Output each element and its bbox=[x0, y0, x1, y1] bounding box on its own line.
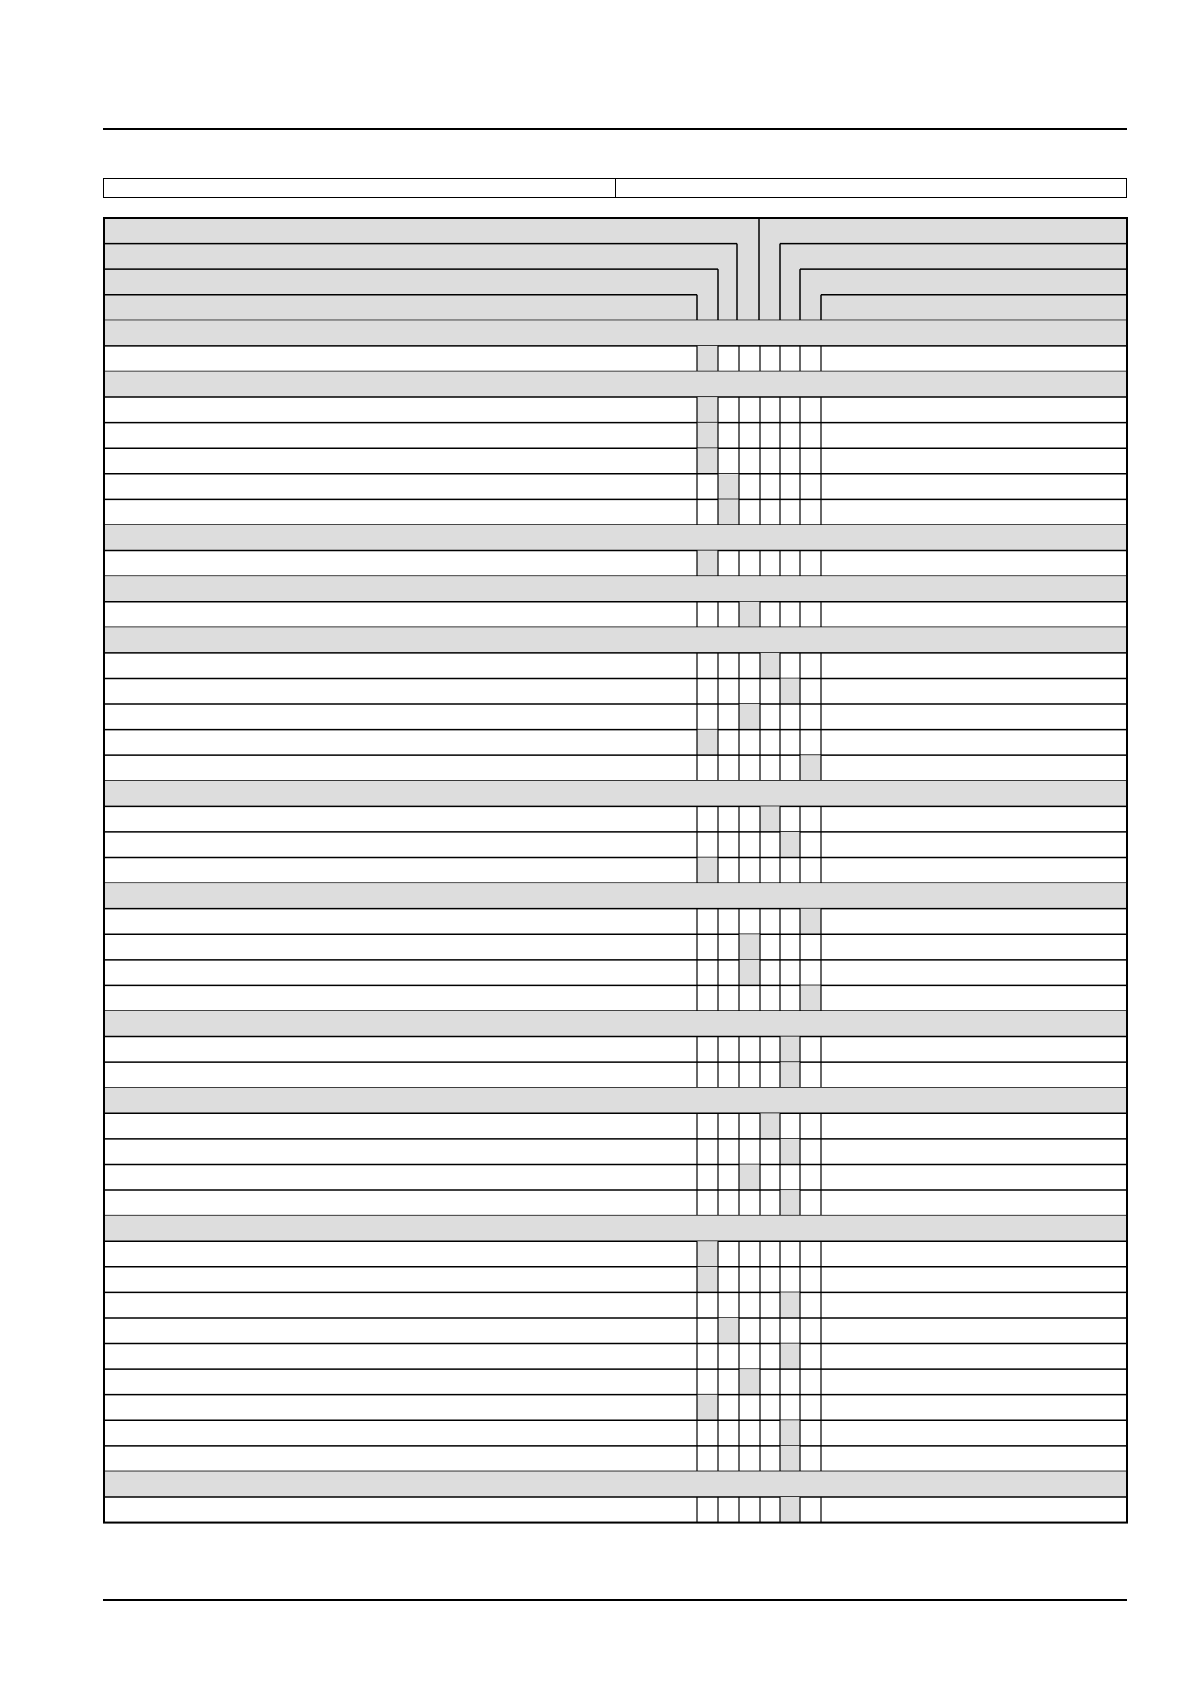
row-1-3-mark bbox=[718, 474, 739, 500]
row-4-3-mark bbox=[697, 730, 718, 756]
section-band-3 bbox=[104, 576, 1127, 602]
row-0-0-mark bbox=[697, 346, 718, 372]
row-7-0-mark bbox=[780, 1037, 800, 1063]
row-8-0-mark bbox=[760, 1113, 780, 1139]
row-9-7-mark bbox=[780, 1420, 800, 1446]
row-6-3-mark bbox=[800, 985, 821, 1011]
section-band-5 bbox=[104, 781, 1127, 807]
row-10-0-mark bbox=[780, 1497, 800, 1523]
row-1-0-mark bbox=[697, 397, 718, 423]
row-6-2-mark bbox=[739, 960, 760, 986]
row-9-2-mark bbox=[780, 1292, 800, 1318]
section-band-4 bbox=[104, 627, 1127, 653]
row-9-8-mark bbox=[780, 1446, 800, 1472]
section-band-6 bbox=[104, 883, 1127, 909]
row-9-5-mark bbox=[739, 1369, 760, 1395]
section-band-10 bbox=[104, 1471, 1127, 1497]
row-8-3-mark bbox=[780, 1190, 800, 1216]
grid-frame bbox=[104, 218, 1127, 1523]
row-8-1-mark bbox=[780, 1139, 800, 1165]
footer-rule bbox=[103, 1599, 1127, 1601]
row-5-1-mark bbox=[780, 832, 800, 858]
row-1-1-mark bbox=[697, 423, 718, 449]
row-1-2-mark bbox=[697, 448, 718, 474]
row-9-4-mark bbox=[780, 1344, 800, 1370]
row-1-4-mark bbox=[718, 499, 739, 525]
section-band-1 bbox=[104, 371, 1127, 397]
row-9-3-mark bbox=[718, 1318, 739, 1344]
row-5-0-mark bbox=[760, 806, 780, 832]
section-band-7 bbox=[104, 1011, 1127, 1037]
section-band-0 bbox=[104, 320, 1127, 346]
row-7-1-mark bbox=[780, 1062, 800, 1088]
section-band-9 bbox=[104, 1216, 1127, 1242]
row-5-2-mark bbox=[697, 858, 718, 884]
row-4-0-mark bbox=[760, 653, 780, 679]
row-2-0-mark bbox=[697, 551, 718, 577]
row-4-1-mark bbox=[780, 678, 800, 704]
row-4-4-mark bbox=[800, 755, 821, 781]
row-3-0-mark bbox=[739, 602, 760, 628]
row-8-2-mark bbox=[739, 1164, 760, 1190]
row-6-1-mark bbox=[739, 934, 760, 960]
section-band-8 bbox=[104, 1088, 1127, 1114]
row-9-1-mark bbox=[697, 1267, 718, 1293]
section-band-2 bbox=[104, 525, 1127, 551]
row-9-6-mark bbox=[697, 1395, 718, 1421]
row-9-0-mark bbox=[697, 1241, 718, 1267]
row-6-0-mark bbox=[800, 909, 821, 935]
row-4-2-mark bbox=[739, 704, 760, 730]
